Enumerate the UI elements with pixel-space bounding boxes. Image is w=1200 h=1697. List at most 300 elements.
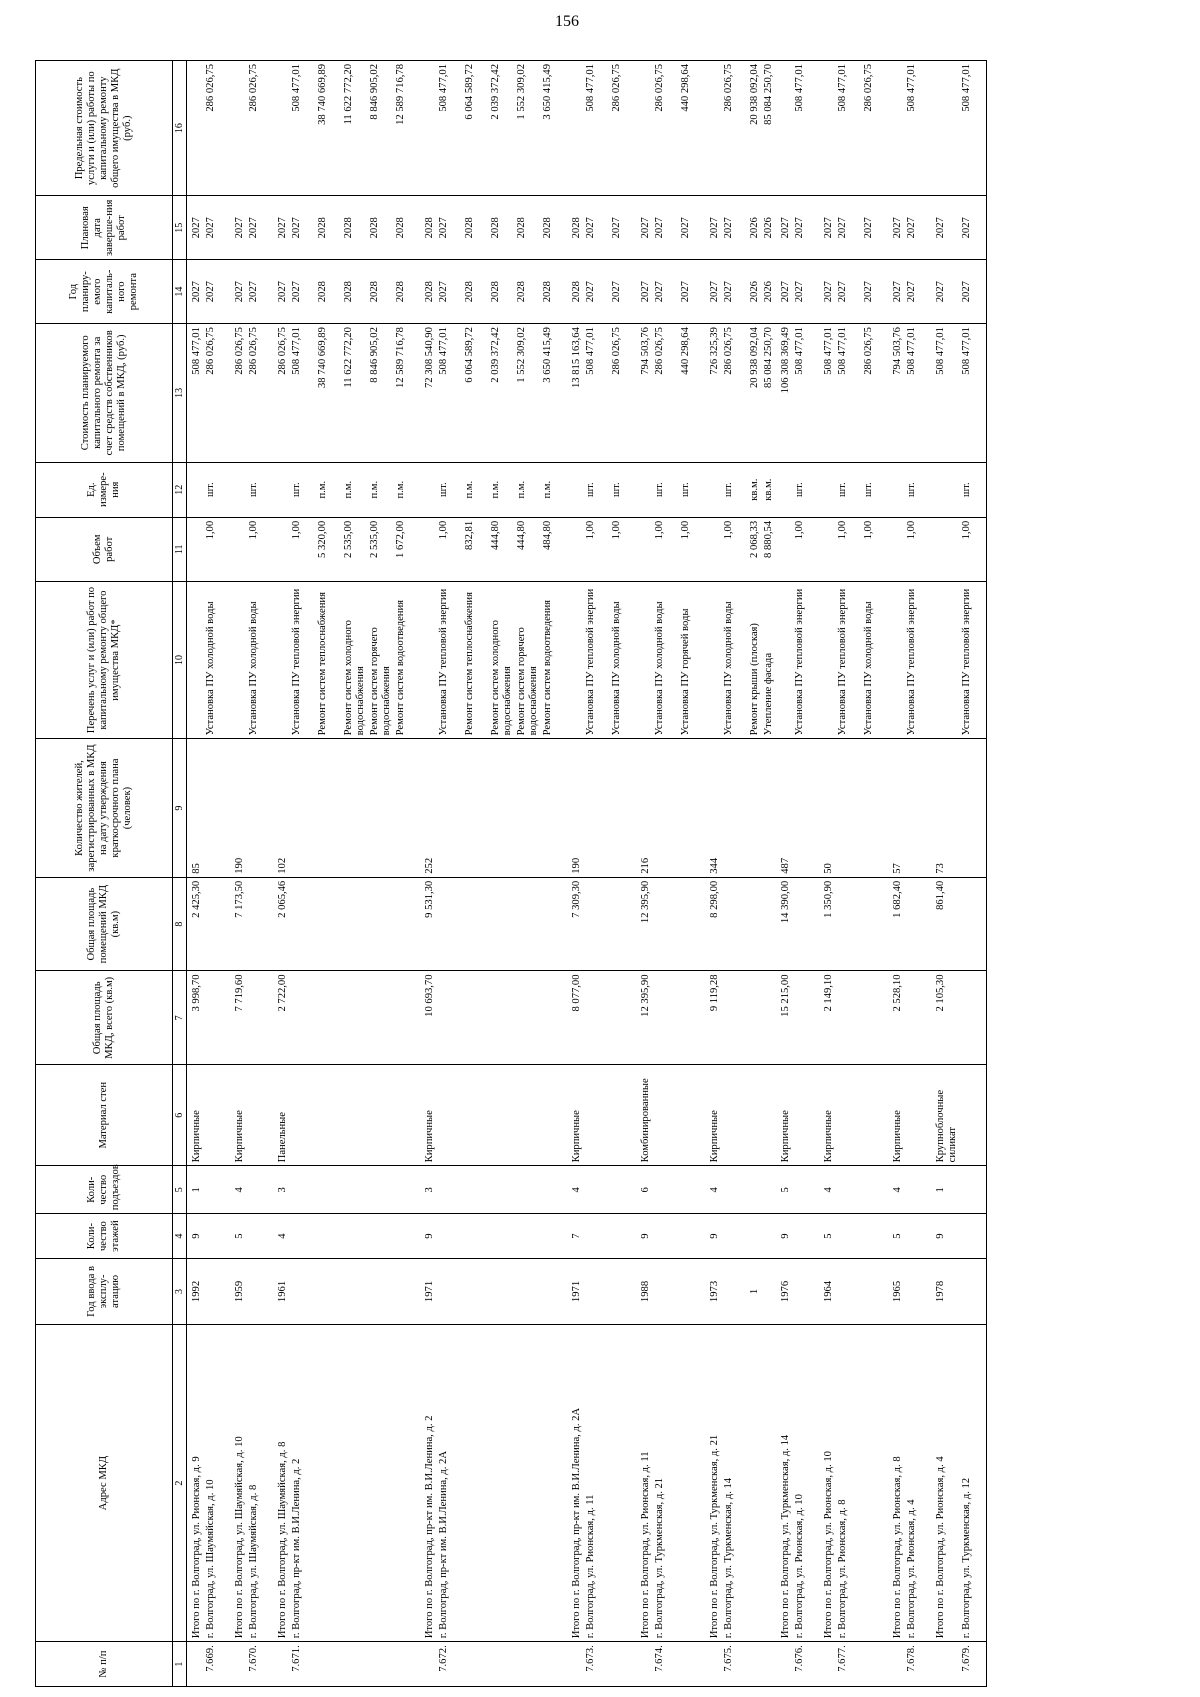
cell-text: Установка ПУ холодной воды: [654, 601, 665, 736]
cell-c12: [960, 462, 987, 517]
cell-c4: [230, 1214, 247, 1259]
cell-c15: [204, 196, 230, 260]
cell-text: Кирпичные: [823, 1110, 834, 1163]
cell-c2: [394, 1324, 420, 1641]
cell-c16: [960, 61, 987, 196]
cell-text: 2028: [464, 281, 475, 303]
cell-text: 2028: [343, 217, 354, 239]
cell-c4: [316, 1214, 342, 1259]
cell-c10: [653, 581, 679, 739]
cell-c2: [273, 1324, 290, 1641]
cell-c13: [931, 324, 960, 462]
cell-c15: [247, 196, 273, 260]
cell-c3: [748, 1258, 762, 1324]
cell-c16: [437, 61, 463, 196]
cell-text: Кирпичные: [234, 1110, 245, 1163]
cell-text: 85: [191, 863, 202, 874]
cell-c15: [541, 196, 567, 260]
cell-c13: [960, 324, 987, 462]
cell-c3: [722, 1258, 748, 1324]
cell-text: 2027: [234, 217, 245, 239]
cell-text: 2027: [277, 217, 288, 239]
cell-c3: [187, 1258, 205, 1324]
cell-text: 1: [935, 1187, 946, 1193]
cell-text: 4: [823, 1187, 834, 1193]
cell-text: 1973: [709, 1280, 720, 1303]
cell-c8: [394, 877, 420, 971]
cell-c11: [776, 517, 793, 581]
cell-c6: [836, 1065, 862, 1166]
cell-text: 1,00: [585, 520, 596, 540]
cell-c1: [342, 1642, 368, 1687]
cell-text: 6 064 589,72: [464, 64, 475, 120]
cell-c4: [905, 1214, 931, 1259]
cell-c15: [230, 196, 247, 260]
cell-c8: [679, 877, 705, 971]
cell-text: 2028: [369, 217, 380, 239]
cell-c14: [584, 260, 610, 324]
cell-c9: [437, 739, 463, 877]
cell-text: 3 650 415,49: [542, 64, 553, 120]
column-header-15: Плановая дата заверше-ния работ: [36, 196, 173, 260]
cell-c2: [888, 1324, 905, 1641]
cell-text: Комбинированные: [640, 1078, 651, 1163]
cell-text: 7.678.: [906, 1645, 917, 1672]
cell-text: Итого по г. Волгоград, ул. Шаумяйская, д. 10: [234, 1436, 245, 1639]
cell-c10: [722, 581, 748, 739]
cell-c3: [888, 1258, 905, 1324]
cell-c13: [793, 324, 819, 462]
table-row: [204, 61, 230, 1687]
cell-c6: [722, 1065, 748, 1166]
cell-c14: [420, 260, 437, 324]
cell-c2: [316, 1324, 342, 1641]
cell-text: 508 477,01: [794, 64, 805, 112]
cell-c15: [705, 196, 722, 260]
cell-c2: [748, 1324, 762, 1641]
cell-text: п.м.: [516, 480, 527, 499]
cell-c16: [793, 61, 819, 196]
cell-c14: [960, 260, 987, 324]
cell-c13: [204, 324, 230, 462]
cell-c10: [187, 581, 205, 739]
cell-text: г. Волгоград, ул. Рионская, д. 8: [837, 1499, 848, 1639]
cell-c15: [748, 196, 762, 260]
cell-c2: [567, 1324, 584, 1641]
cell-text: 2027: [780, 217, 791, 239]
cell-text: 1961: [277, 1280, 288, 1303]
cell-text: 2027: [794, 281, 805, 303]
cell-c15: [610, 196, 636, 260]
cell-c6: [793, 1065, 819, 1166]
cell-c14: [762, 260, 776, 324]
cell-text: 252: [424, 857, 435, 874]
cell-text: 12 589 716,78: [395, 327, 406, 389]
cell-c12: [368, 462, 394, 517]
cell-text: Установка ПУ тепловой энергии: [837, 588, 848, 736]
cell-text: Итого по г. Волгоград, ул. Шаумяйская, д. 8: [277, 1441, 288, 1639]
cell-c7: [722, 971, 748, 1065]
cell-c16: [584, 61, 610, 196]
cell-c5: [931, 1166, 960, 1214]
cell-text: 2027: [960, 281, 972, 303]
cell-c15: [722, 196, 748, 260]
cell-c4: [819, 1214, 836, 1259]
cell-c7: [793, 971, 819, 1065]
cell-c11: [316, 517, 342, 581]
cell-text: 2027: [794, 217, 805, 239]
cell-c10: [679, 581, 705, 739]
cell-c10: [748, 581, 762, 739]
cell-c12: [819, 462, 836, 517]
column-header-8: Общая площадь помещений МКД (кв.м): [36, 877, 173, 971]
cell-c3: [368, 1258, 394, 1324]
cell-c11: [584, 517, 610, 581]
cell-c15: [368, 196, 394, 260]
cell-c5: [836, 1166, 862, 1214]
cell-c13: [247, 324, 273, 462]
header-row: [36, 61, 173, 1687]
cell-c5: [722, 1166, 748, 1214]
cell-c9: [489, 739, 515, 877]
cell-c16: [187, 61, 205, 196]
cell-c2: [610, 1324, 636, 1641]
total-row: [636, 61, 653, 1687]
cell-c3: [584, 1258, 610, 1324]
cell-text: 7 309,30: [571, 880, 582, 918]
cell-c13: [722, 324, 748, 462]
cell-c2: [541, 1324, 567, 1641]
cell-c1: [463, 1642, 489, 1687]
cell-text: 2028: [395, 217, 406, 239]
cell-c16: [636, 61, 653, 196]
cell-c9: [679, 739, 705, 877]
cell-text: 2027: [611, 281, 622, 303]
cell-text: 1 672,00: [395, 520, 406, 558]
cell-c2: [515, 1324, 541, 1641]
cell-c5: [819, 1166, 836, 1214]
cell-c7: [960, 971, 987, 1065]
table-row: [489, 61, 515, 1687]
cell-c13: [420, 324, 437, 462]
cell-c14: [836, 260, 862, 324]
cell-c11: [420, 517, 437, 581]
cell-c9: [705, 739, 722, 877]
cell-text: 286 026,75: [611, 327, 622, 375]
cell-c14: [463, 260, 489, 324]
cell-text: 440 298,64: [680, 64, 691, 112]
cell-c6: [204, 1065, 230, 1166]
cell-c8: [762, 877, 776, 971]
cell-c14: [862, 260, 888, 324]
cell-text: п.м.: [490, 480, 501, 499]
cell-c1: [187, 1642, 205, 1687]
cell-text: 2028: [343, 281, 354, 303]
cell-c12: [862, 462, 888, 517]
cell-c16: [567, 61, 584, 196]
cell-text: 2027: [935, 281, 946, 303]
table-row: [679, 61, 705, 1687]
cell-c1: [888, 1642, 905, 1687]
cell-c12: [541, 462, 567, 517]
cell-text: 3: [424, 1187, 435, 1193]
cell-c9: [463, 739, 489, 877]
cell-text: шт.: [837, 482, 848, 498]
cell-c6: [567, 1065, 584, 1166]
cell-c5: [636, 1166, 653, 1214]
cell-c6: [437, 1065, 463, 1166]
cell-c10: [316, 581, 342, 739]
cell-c16: [273, 61, 290, 196]
cell-text: Итого по г. Волгоград, ул. Туркменская, д. 21: [709, 1434, 720, 1639]
cell-c9: [793, 739, 819, 877]
cell-c16: [541, 61, 567, 196]
cell-c3: [247, 1258, 273, 1324]
cell-c7: [420, 971, 437, 1065]
cell-c13: [679, 324, 705, 462]
cell-text: Установка ПУ холодной воды: [723, 601, 734, 736]
cell-c7: [762, 971, 776, 1065]
column-number-4: 4: [173, 1214, 187, 1259]
cell-c10: [394, 581, 420, 739]
cell-text: 8 077,00: [571, 974, 582, 1012]
cell-c8: [463, 877, 489, 971]
cell-c9: [776, 739, 793, 877]
cell-c16: [862, 61, 888, 196]
cell-c5: [247, 1166, 273, 1214]
cell-c2: [230, 1324, 247, 1641]
cell-c11: [931, 517, 960, 581]
cell-c9: [960, 739, 987, 877]
cell-text: 2028: [369, 281, 380, 303]
cell-c14: [793, 260, 819, 324]
cell-c13: [230, 324, 247, 462]
cell-text: Установка ПУ тепловой энергии: [291, 588, 302, 736]
cell-c6: [463, 1065, 489, 1166]
cell-c2: [489, 1324, 515, 1641]
cell-text: 1,00: [863, 520, 874, 540]
cell-c4: [653, 1214, 679, 1259]
cell-c3: [931, 1258, 960, 1324]
cell-text: 72 308 540,90: [424, 327, 435, 389]
cell-c9: [204, 739, 230, 877]
cell-text: 286 026,75: [863, 64, 874, 112]
cell-text: п.м.: [464, 480, 475, 499]
cell-text: 7.672.: [438, 1645, 449, 1672]
cell-c2: [437, 1324, 463, 1641]
cell-c15: [931, 196, 960, 260]
cell-c10: [567, 581, 584, 739]
cell-c2: [862, 1324, 888, 1641]
cell-c1: [705, 1642, 722, 1687]
cell-c2: [931, 1324, 960, 1641]
cell-text: 2028: [542, 217, 553, 239]
cell-text: 2027: [585, 281, 596, 303]
cell-text: 1,00: [960, 520, 972, 540]
cell-c10: [931, 581, 960, 739]
cell-c13: [653, 324, 679, 462]
cell-text: шт.: [438, 482, 449, 498]
cell-c4: [342, 1214, 368, 1259]
cell-c15: [888, 196, 905, 260]
cell-text: 9: [424, 1233, 435, 1239]
cell-c12: [316, 462, 342, 517]
cell-c6: [584, 1065, 610, 1166]
cell-c5: [394, 1166, 420, 1214]
cell-c4: [204, 1214, 230, 1259]
cell-c9: [836, 739, 862, 877]
cell-text: шт.: [291, 482, 302, 498]
cell-c7: [247, 971, 273, 1065]
cell-c9: [541, 739, 567, 877]
cell-c6: [705, 1065, 722, 1166]
cell-c13: [187, 324, 205, 462]
cell-c5: [437, 1166, 463, 1214]
cell-text: 2028: [317, 217, 328, 239]
cell-text: 7.670.: [248, 1645, 259, 1672]
cell-text: шт.: [794, 482, 805, 498]
cell-c4: [394, 1214, 420, 1259]
cell-c8: [722, 877, 748, 971]
cell-text: 1971: [571, 1280, 582, 1303]
cell-c11: [960, 517, 987, 581]
cell-c5: [187, 1166, 205, 1214]
cell-c11: [653, 517, 679, 581]
cell-text: 1: [749, 1288, 760, 1295]
cell-text: 7.671.: [291, 1645, 302, 1672]
cell-text: 2027: [892, 217, 903, 239]
cell-text: 2 039 372,42: [490, 64, 501, 120]
cell-c12: [515, 462, 541, 517]
cell-c11: [762, 517, 776, 581]
cell-c2: [636, 1324, 653, 1641]
cell-c2: [793, 1324, 819, 1641]
cell-text: 2 149,10: [823, 974, 834, 1012]
cell-c8: [862, 877, 888, 971]
cell-c2: [679, 1324, 705, 1641]
cell-c13: [888, 324, 905, 462]
cell-text: 190: [234, 857, 245, 874]
cell-text: 286 026,75: [723, 64, 734, 112]
cell-text: Установка ПУ тепловой энергии: [585, 588, 596, 736]
cell-c9: [610, 739, 636, 877]
cell-text: Итого по г. Волгоград, ул. Рионская, д. 11: [640, 1451, 651, 1639]
cell-text: 2027: [723, 217, 734, 239]
cell-c1: [489, 1642, 515, 1687]
cell-c15: [836, 196, 862, 260]
cell-c11: [862, 517, 888, 581]
cell-text: 12 589 716,78: [395, 64, 406, 125]
cell-c12: [888, 462, 905, 517]
cell-text: шт.: [205, 482, 216, 498]
cell-c14: [819, 260, 836, 324]
cell-c10: [888, 581, 905, 739]
cell-c11: [679, 517, 705, 581]
column-header-13: Стоимость планируемого капитального ремонта за счет средств собственников помещений в МКД, (руб.): [36, 324, 173, 462]
cell-c7: [273, 971, 290, 1065]
cell-c16: [290, 61, 316, 196]
total-row: [931, 61, 960, 1687]
cell-text: 2028: [464, 217, 475, 239]
cell-c2: [905, 1324, 931, 1641]
cell-c3: [489, 1258, 515, 1324]
cell-c8: [420, 877, 437, 971]
cell-c2: [420, 1324, 437, 1641]
cell-text: 2027: [248, 217, 259, 239]
cell-c1: [230, 1642, 247, 1687]
cell-text: Ремонт крыши (плоская): [749, 623, 760, 736]
column-number-6: 6: [173, 1065, 187, 1166]
cell-text: 508 477,01: [906, 327, 917, 375]
cell-c15: [489, 196, 515, 260]
cell-c13: [290, 324, 316, 462]
cell-c12: [567, 462, 584, 517]
cell-text: 508 477,01: [585, 327, 596, 375]
cell-c14: [342, 260, 368, 324]
table-row: [394, 61, 420, 1687]
cell-c7: [541, 971, 567, 1065]
cell-c9: [584, 739, 610, 877]
cell-text: 286 026,75: [654, 64, 665, 112]
column-header-2: Адрес МКД: [36, 1324, 173, 1641]
cell-text: 508 477,01: [291, 327, 302, 375]
cell-text: 3: [277, 1187, 288, 1193]
cell-c3: [705, 1258, 722, 1324]
cell-c1: [567, 1642, 584, 1687]
table-row: [247, 61, 273, 1687]
cell-text: п.м.: [542, 480, 553, 499]
cell-text: 1971: [424, 1280, 435, 1303]
cell-text: 286 026,75: [248, 327, 259, 375]
cell-text: 1976: [780, 1280, 791, 1303]
cell-c3: [316, 1258, 342, 1324]
cell-text: 286 026,75: [205, 64, 216, 112]
cell-text: 5: [234, 1233, 245, 1239]
column-number-9: 9: [173, 739, 187, 877]
cell-c12: [705, 462, 722, 517]
column-header-11: Объем работ: [36, 517, 173, 581]
cell-text: Кирпичные: [424, 1110, 435, 1163]
cell-c4: [748, 1214, 762, 1259]
cell-text: 7.675.: [723, 1645, 734, 1672]
cell-c11: [247, 517, 273, 581]
cell-c7: [862, 971, 888, 1065]
cell-c6: [931, 1065, 960, 1166]
cell-c3: [836, 1258, 862, 1324]
cell-c6: [489, 1065, 515, 1166]
cell-text: 1,00: [654, 520, 665, 540]
cell-c6: [862, 1065, 888, 1166]
cell-c16: [515, 61, 541, 196]
cell-text: 5: [892, 1233, 903, 1239]
cell-c13: [836, 324, 862, 462]
column-header-6: Материал стен: [36, 1065, 173, 1166]
cell-text: 508 477,01: [438, 64, 449, 112]
cell-text: 2027: [935, 217, 946, 239]
cell-c16: [230, 61, 247, 196]
cell-text: 9: [191, 1233, 202, 1239]
cell-text: 1,00: [291, 520, 302, 540]
cell-c15: [762, 196, 776, 260]
cell-text: Установка ПУ тепловой энергии: [438, 588, 449, 736]
cell-text: 2027: [863, 281, 874, 303]
cell-text: 5: [823, 1233, 834, 1239]
cell-text: 2027: [585, 217, 596, 239]
column-number-row: [173, 61, 187, 1687]
cell-c5: [762, 1166, 776, 1214]
cell-text: 2026: [749, 217, 760, 239]
column-header-5: Коли-чество подъездов: [36, 1166, 173, 1214]
